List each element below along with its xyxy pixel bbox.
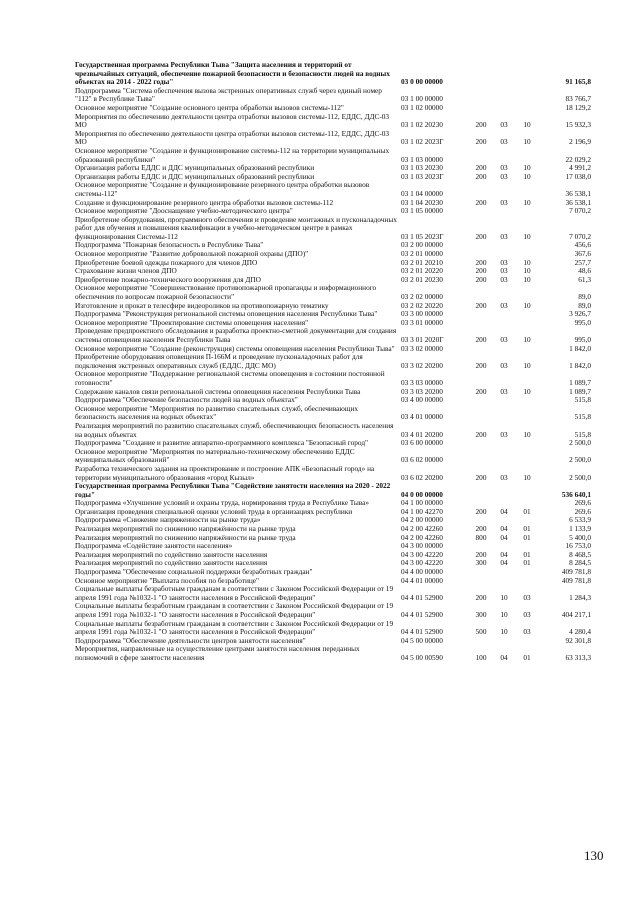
row-code: 04 2 00 00000 bbox=[401, 515, 443, 525]
row-amount: 3 926,7 bbox=[569, 309, 591, 319]
row-subsection: 10 bbox=[523, 197, 531, 207]
row-amount: 2 500,0 bbox=[569, 455, 591, 465]
row-amount: 7 070,2 bbox=[569, 206, 591, 216]
row-amount: 409 781,8 bbox=[561, 567, 591, 577]
row-code: 03 1 04 00000 bbox=[401, 188, 443, 198]
row-expense-type: 300 bbox=[475, 610, 487, 619]
row-amount: 61,3 bbox=[578, 274, 591, 284]
row-section bbox=[493, 310, 515, 319]
row-subsection bbox=[515, 207, 539, 216]
row-expense-type bbox=[469, 577, 493, 586]
row-expense-type: 200 bbox=[475, 120, 487, 130]
row-section bbox=[493, 104, 515, 113]
row-section: 03 bbox=[500, 335, 508, 344]
row-code: 04 1 00 00000 bbox=[401, 498, 443, 508]
row-name: Основное мероприятие "Выплата пособия по безработице" bbox=[75, 575, 260, 585]
row-section bbox=[493, 448, 515, 465]
row-expense-type: 200 bbox=[475, 300, 487, 310]
row-subsection: 10 bbox=[523, 335, 531, 344]
row-name: Основное мероприятие "Мероприятия по материально-техническому обеспечению ЕДДС муниципальных образований" bbox=[75, 446, 355, 465]
row-code: 03 1 00 00000 bbox=[401, 94, 443, 104]
row-amount: 89,0 bbox=[578, 292, 591, 302]
table-row bbox=[75, 602, 591, 619]
row-expense-type bbox=[469, 345, 493, 354]
row-section: 03 bbox=[500, 197, 508, 207]
row-code: 04 1 00 42270 bbox=[401, 506, 443, 516]
row-name: Основное мероприятие "Создание (реконструкция) системы оповещения населения Республики Тыва" bbox=[75, 343, 395, 353]
row-name: Приобретение оборудования, программного обеспечения и проведение монтажных и пусконаладочных работ для обучения и повышения квалификации в учебно-методическом центре в рамках функционирования Системы-112 bbox=[75, 214, 397, 241]
row-subsection: 01 bbox=[523, 506, 531, 516]
row-code: 03 3 01 2020Г bbox=[401, 335, 444, 344]
row-name: Реализация мероприятий по снижению напряжённости на рынке труда bbox=[75, 532, 296, 542]
row-amount: 269,6 bbox=[574, 498, 591, 508]
row-name: Подпрограмма "Обеспечение безопасности людей на водных объектах" bbox=[75, 395, 298, 405]
row-expense-type: 200 bbox=[475, 171, 487, 181]
row-section bbox=[493, 577, 515, 586]
row-section: 10 bbox=[500, 592, 508, 602]
row-amount: 409 781,8 bbox=[561, 575, 591, 585]
row-expense-type bbox=[469, 147, 493, 164]
row-section: 03 bbox=[500, 472, 508, 482]
row-code: 04 4 01 52900 bbox=[401, 592, 443, 602]
row-name: Социальные выплаты безработным гражданам в соответствии с Законом Российской Федерации от 19 апреля 1991 года №1032-1 "О занятости населения в Российской Федерации" bbox=[75, 584, 394, 602]
row-name: Основное мероприятие "Создание и функционирование резервного центра обработки вызовов системы-112" bbox=[75, 180, 370, 198]
row-amount: 515,8 bbox=[574, 395, 591, 405]
row-expense-type: 200 bbox=[475, 163, 487, 173]
row-name: Подпрограмма «Улучшение условий и охраны труда, нормирования труда в Республике Тыва» bbox=[75, 498, 370, 508]
row-section bbox=[493, 147, 515, 164]
row-code: 04 4 01 52900 bbox=[401, 627, 443, 637]
row-amount: 1 842,0 bbox=[569, 360, 591, 370]
row-name: Проведение предпроектного обследования и разработка проектно-сметной документации для создания системы оповещения населения Республики Тыва bbox=[75, 326, 397, 344]
row-subsection bbox=[515, 87, 539, 104]
row-name: Подпрограмма «Снижение напряженности на рынке труда» bbox=[75, 515, 261, 525]
row-subsection bbox=[515, 637, 539, 646]
row-code: 03 3 03 00000 bbox=[401, 377, 443, 387]
row-name: Основное мероприятие "Мероприятия по развитию спасательных служб, обеспечивающих безопасность населения на водных объектах" bbox=[75, 403, 359, 422]
page-number: 130 bbox=[584, 848, 604, 863]
table-row bbox=[75, 353, 591, 370]
row-amount: 8 284,5 bbox=[569, 558, 591, 568]
row-amount: 92 301,8 bbox=[565, 635, 591, 645]
row-amount: 36 538,1 bbox=[565, 197, 591, 207]
row-subsection: 10 bbox=[523, 429, 531, 439]
row-name: Подпрограмма "Обеспечение деятельности центров занятости населения" bbox=[75, 635, 306, 645]
row-name: Разработка технического задания на проектирование и построение АПК «Безопасный город» на территории муниципального образования «город Кызыл» bbox=[75, 463, 375, 482]
row-section bbox=[493, 345, 515, 354]
row-section bbox=[493, 482, 515, 499]
row-section bbox=[493, 207, 515, 216]
row-expense-type bbox=[469, 310, 493, 319]
row-subsection bbox=[515, 577, 539, 586]
row-section bbox=[493, 61, 515, 87]
row-code: 03 6 00 00000 bbox=[401, 438, 443, 448]
row-subsection bbox=[515, 405, 539, 422]
row-amount: 1 089,7 bbox=[569, 386, 591, 396]
row-code: 03 2 01 20210 bbox=[401, 257, 443, 267]
row-section bbox=[493, 396, 515, 405]
row-expense-type bbox=[469, 61, 493, 87]
row-name: Мероприятия по обеспечению деятельности центра отработки вызовов системы-112, ЕДДС, ДДС-03 МО bbox=[75, 128, 390, 147]
row-code: 03 1 02 20230 bbox=[401, 120, 443, 130]
row-subsection: 10 bbox=[523, 137, 531, 147]
row-amount: 2 500,0 bbox=[569, 472, 591, 482]
row-name: Основное мероприятие "Поддержание региональной системы оповещения в состоянии постоянной готовности" bbox=[75, 369, 385, 387]
row-name: Реализация мероприятий по содействию занятости населения bbox=[75, 549, 268, 559]
row-section: 10 bbox=[500, 610, 508, 619]
row-section bbox=[493, 568, 515, 577]
row-expense-type bbox=[469, 448, 493, 465]
row-code: 04 3 00 42220 bbox=[401, 549, 443, 559]
table-row bbox=[75, 113, 591, 130]
row-name: Подпрограмма «Содействие занятости населения» bbox=[75, 541, 233, 551]
row-section: 03 bbox=[500, 386, 508, 396]
row-subsection bbox=[515, 310, 539, 319]
row-section bbox=[493, 405, 515, 422]
row-section: 03 bbox=[500, 171, 508, 181]
row-code: 03 1 02 2023Г bbox=[401, 137, 444, 147]
row-subsection: 10 bbox=[523, 257, 531, 267]
row-expense-type: 200 bbox=[475, 386, 487, 396]
row-name: Основное мероприятие "Создание основного центра обработки вызовов системы-112" bbox=[75, 102, 344, 112]
row-subsection bbox=[515, 396, 539, 405]
row-code: 03 2 00 00000 bbox=[401, 240, 443, 250]
row-expense-type bbox=[469, 284, 493, 301]
row-code: 04 4 01 00000 bbox=[401, 575, 443, 585]
row-amount: 16 753,0 bbox=[565, 541, 591, 551]
row-expense-type bbox=[469, 396, 493, 405]
row-expense-type bbox=[469, 568, 493, 577]
row-code: 03 1 03 20230 bbox=[401, 163, 443, 173]
row-name: Организация работы ЕДДС и ДДС муниципальных образований республики bbox=[75, 163, 315, 173]
row-expense-type bbox=[469, 87, 493, 104]
row-amount: 36 538,1 bbox=[565, 188, 591, 198]
table-row bbox=[75, 327, 591, 344]
row-name: Приобретение оборудования оповещения П-166М и проведение пусконаладочных работ для подключения экстренных оперативных служб (ЕДДС, ДДС МО) bbox=[75, 352, 363, 370]
row-subsection bbox=[515, 319, 539, 328]
row-subsection: 10 bbox=[523, 300, 531, 310]
row-name: Мероприятия, направленные на осуществление центрами занятости населения переданных полномочий в сфере занятости населения bbox=[75, 644, 360, 662]
budget-table bbox=[75, 61, 591, 663]
row-expense-type: 200 bbox=[475, 429, 487, 439]
row-subsection bbox=[515, 568, 539, 577]
row-expense-type: 500 bbox=[475, 627, 487, 637]
row-amount: 1 089,7 bbox=[569, 377, 591, 387]
row-name: Организация проведения специальной оценки условий труда в организациях республики bbox=[75, 506, 353, 516]
row-code: 04 3 00 00000 bbox=[401, 541, 443, 551]
row-amount: 17 038,0 bbox=[565, 171, 591, 181]
row-expense-type: 200 bbox=[475, 592, 487, 602]
row-subsection: 01 bbox=[523, 532, 531, 542]
row-code: 03 3 02 20200 bbox=[401, 360, 443, 370]
row-subsection: 01 bbox=[523, 524, 531, 534]
table-row bbox=[75, 448, 591, 465]
row-amount: 48,6 bbox=[578, 266, 591, 276]
row-code: 03 0 00 00000 bbox=[401, 77, 443, 87]
row-section: 04 bbox=[500, 524, 508, 534]
row-code: 03 6 02 00000 bbox=[401, 455, 443, 465]
row-subsection: 10 bbox=[523, 472, 531, 482]
row-name: Основное мероприятие "Совершенствование противопожарной пропаганды и информационного обеспечения по вопросам пожарной безопасности" bbox=[75, 283, 377, 302]
row-code: 03 2 01 00000 bbox=[401, 249, 443, 259]
row-code: 03 3 00 00000 bbox=[401, 309, 443, 319]
table-row bbox=[75, 87, 591, 104]
row-subsection bbox=[515, 448, 539, 465]
row-expense-type bbox=[469, 241, 493, 250]
row-name: Реализация мероприятий по содействию занятости населения bbox=[75, 558, 268, 568]
row-amount: 4 991,2 bbox=[569, 163, 591, 173]
row-name: Социальные выплаты безработным гражданам в соответствии с Законом Российской Федерации от 19 апреля 1991 года №1032-1 "О занятости населения в Российской Федерации" bbox=[75, 618, 394, 637]
row-name: Подпрограмма "Создание и развитие аппаратно-программного комплекса "Безопасный город" bbox=[75, 438, 369, 448]
row-code: 03 1 04 20230 bbox=[401, 197, 443, 207]
row-expense-type bbox=[469, 405, 493, 422]
row-section bbox=[493, 181, 515, 198]
row-section bbox=[493, 87, 515, 104]
row-section: 03 bbox=[500, 257, 508, 267]
row-subsection: 03 bbox=[523, 592, 531, 602]
row-section: 03 bbox=[500, 231, 508, 241]
row-subsection bbox=[515, 284, 539, 301]
row-expense-type: 200 bbox=[475, 335, 487, 344]
row-expense-type: 200 bbox=[475, 231, 487, 241]
row-code: 04 2 00 42260 bbox=[401, 524, 443, 534]
row-expense-type: 200 bbox=[475, 137, 487, 147]
row-amount: 4 280,4 bbox=[569, 627, 591, 637]
row-expense-type: 200 bbox=[475, 524, 487, 534]
row-subsection bbox=[515, 181, 539, 198]
row-amount: 456,6 bbox=[574, 240, 591, 250]
row-name: Организация работы ЕДДС и ДДС муниципальных образований республики bbox=[75, 171, 315, 181]
row-expense-type bbox=[469, 439, 493, 448]
row-section: 03 bbox=[500, 429, 508, 439]
row-code: 03 1 05 00000 bbox=[401, 206, 443, 216]
row-name: Мероприятия по обеспечению деятельности центра отработки вызовов системы-112, ЕДДС, ДДС-03 МО bbox=[75, 111, 390, 130]
row-name: Приобретение боевой одежды пожарного для членов ДПО bbox=[75, 257, 258, 267]
table-row bbox=[75, 130, 591, 147]
table-row bbox=[75, 284, 591, 301]
row-name: Основное мероприятие "Развитие добровольной пожарной охраны (ДПО)" bbox=[75, 249, 309, 259]
row-subsection: 10 bbox=[523, 231, 531, 241]
row-expense-type: 800 bbox=[475, 532, 487, 542]
row-subsection: 10 bbox=[523, 266, 531, 276]
row-expense-type bbox=[469, 319, 493, 328]
row-section: 03 bbox=[500, 300, 508, 310]
row-name: Приобретение пожарно-технического вооружения для ДПО bbox=[75, 274, 261, 284]
table-row bbox=[75, 61, 591, 87]
row-expense-type: 200 bbox=[475, 197, 487, 207]
table-row bbox=[75, 645, 591, 662]
row-code: 03 2 02 00000 bbox=[401, 292, 443, 302]
row-amount: 91 165,8 bbox=[565, 77, 591, 87]
row-expense-type: 200 bbox=[475, 549, 487, 559]
row-subsection: 10 bbox=[523, 360, 531, 370]
row-subsection: 03 bbox=[523, 627, 531, 637]
row-subsection bbox=[515, 147, 539, 164]
row-expense-type: 300 bbox=[475, 558, 487, 568]
row-amount: 8 468,5 bbox=[569, 549, 591, 559]
row-section: 03 bbox=[500, 274, 508, 284]
row-amount: 2 196,9 bbox=[569, 137, 591, 147]
row-code: 03 2 01 20220 bbox=[401, 266, 443, 276]
row-section: 03 bbox=[500, 266, 508, 276]
row-amount: 1 284,3 bbox=[569, 592, 591, 602]
budget-table-body bbox=[75, 61, 591, 663]
row-expense-type bbox=[469, 637, 493, 646]
row-section: 04 bbox=[500, 652, 508, 662]
row-name: Социальные выплаты безработным гражданам в соответствии с Законом Российской Федерации от 19 апреля 1991 года №1032-1 "О занятости населения в Российской Федерации" bbox=[75, 601, 394, 619]
row-section bbox=[493, 241, 515, 250]
row-expense-type: 200 bbox=[475, 360, 487, 370]
row-code: 03 3 03 20200 bbox=[401, 386, 443, 396]
row-name: Изготовление и прокат в телесфире видеороликов на противопожарную тематику bbox=[75, 300, 329, 310]
row-name: Реализация мероприятий по развитию спасательных служб, обеспечивающих безопасность населения на водных объектах bbox=[75, 420, 394, 439]
row-expense-type: 200 bbox=[475, 257, 487, 267]
table-row bbox=[75, 181, 591, 198]
row-code: 03 2 01 20230 bbox=[401, 274, 443, 284]
row-section bbox=[493, 439, 515, 448]
row-amount: 257,7 bbox=[574, 257, 591, 267]
row-name: Основное мероприятие "Проектирование системы оповещения населения" bbox=[75, 317, 309, 327]
row-code: 04 5 00 00590 bbox=[401, 652, 443, 662]
row-section bbox=[493, 370, 515, 387]
row-code: 03 4 00 00000 bbox=[401, 395, 443, 405]
row-amount: 89,0 bbox=[578, 300, 591, 310]
row-amount: 83 766,7 bbox=[565, 94, 591, 104]
row-subsection bbox=[515, 61, 539, 87]
row-code: 03 3 02 00000 bbox=[401, 343, 443, 353]
row-code: 03 1 03 00000 bbox=[401, 154, 443, 164]
row-name: Страхование жизни членов ДПО bbox=[75, 266, 177, 276]
row-amount: 995,0 bbox=[574, 335, 591, 344]
row-amount: 404 217,1 bbox=[561, 610, 591, 619]
row-section: 04 bbox=[500, 558, 508, 568]
row-amount: 18 129,2 bbox=[565, 102, 591, 112]
row-subsection: 10 bbox=[523, 120, 531, 130]
row-subsection: 01 bbox=[523, 558, 531, 568]
table-row bbox=[75, 216, 591, 242]
row-amount: 269,6 bbox=[574, 506, 591, 516]
row-expense-type: 200 bbox=[475, 266, 487, 276]
row-section: 03 bbox=[500, 163, 508, 173]
row-amount: 63 313,3 bbox=[565, 652, 591, 662]
row-amount: 7 070,2 bbox=[569, 231, 591, 241]
row-name: Создание и функционирование резервного центра обработки вызовов системы-112 bbox=[75, 197, 334, 207]
row-name: Государственная программа Республики Тыва "Содействие занятости населения на 2020 - 2022 годы" bbox=[75, 481, 391, 499]
row-subsection: 10 bbox=[523, 386, 531, 396]
row-subsection: 10 bbox=[523, 171, 531, 181]
row-subsection bbox=[515, 345, 539, 354]
table-row bbox=[75, 620, 591, 637]
row-name: Государственная программа Республики Тыва "Защита населения и территорий от чрезвычайных ситуаций, обеспечение пожарной безопасности и безопасности людей на водных объектах на 2014 - 2022 годы" bbox=[75, 60, 390, 87]
row-section: 04 bbox=[500, 506, 508, 516]
row-name: Основное мероприятие "Создание и функционирование системы-112 на территории муниципальных образований республики" bbox=[75, 145, 390, 164]
table-row bbox=[75, 482, 591, 499]
row-amount: 515,8 bbox=[574, 429, 591, 439]
row-section: 03 bbox=[500, 137, 508, 147]
row-expense-type bbox=[469, 482, 493, 499]
row-name: Реализация мероприятий по снижению напряжённости на рынке труда bbox=[75, 524, 296, 534]
row-code: 03 3 01 00000 bbox=[401, 317, 443, 327]
row-section: 03 bbox=[500, 360, 508, 370]
row-code: 03 4 01 00000 bbox=[401, 412, 443, 422]
row-amount: 1 133,9 bbox=[569, 524, 591, 534]
row-subsection bbox=[515, 482, 539, 499]
row-amount: 515,8 bbox=[574, 412, 591, 422]
row-expense-type bbox=[469, 370, 493, 387]
row-amount: 15 932,3 bbox=[565, 120, 591, 130]
row-code: 04 3 00 42220 bbox=[401, 558, 443, 568]
table-row bbox=[75, 147, 591, 164]
row-subsection bbox=[515, 104, 539, 113]
row-code: 03 1 02 00000 bbox=[401, 102, 443, 112]
row-section bbox=[493, 637, 515, 646]
row-name: Подпрограмма "Реконструкция региональной системы оповещения населения Республики Тыва" bbox=[75, 309, 378, 319]
row-name: Подпрограмма "Система обеспечения вызова экстренных оперативных служб через единый номер "112" в Республике Тыва" bbox=[75, 85, 382, 104]
row-name: Подпрограмма "Обеспечение социальной поддержки безработных граждан" bbox=[75, 567, 313, 577]
row-subsection bbox=[515, 241, 539, 250]
row-expense-type bbox=[469, 207, 493, 216]
row-code: 03 1 03 2023Г bbox=[401, 171, 444, 181]
row-code: 03 2 02 20220 bbox=[401, 300, 443, 310]
table-row bbox=[75, 370, 591, 387]
row-name: Подпрограмма "Пожарная безопасность в Республике Тыва" bbox=[75, 240, 264, 250]
row-code: 03 6 02 20200 bbox=[401, 472, 443, 482]
row-section: 04 bbox=[500, 549, 508, 559]
row-amount: 5 400,0 bbox=[569, 532, 591, 542]
row-expense-type bbox=[469, 104, 493, 113]
row-amount: 1 842,0 bbox=[569, 343, 591, 353]
row-expense-type: 100 bbox=[475, 652, 487, 662]
row-subsection bbox=[515, 370, 539, 387]
table-row bbox=[75, 465, 591, 482]
row-code: 04 4 01 52900 bbox=[401, 610, 443, 619]
row-amount: 536 640,1 bbox=[561, 489, 591, 499]
row-code: 04 4 00 00000 bbox=[401, 567, 443, 577]
row-section: 10 bbox=[500, 627, 508, 637]
row-subsection: 03 bbox=[523, 610, 531, 619]
row-subsection: 01 bbox=[523, 549, 531, 559]
row-section: 03 bbox=[500, 120, 508, 130]
row-code: 03 4 01 20200 bbox=[401, 429, 443, 439]
row-amount: 995,0 bbox=[574, 317, 591, 327]
row-expense-type bbox=[469, 181, 493, 198]
row-name: Основное мероприятие "Дооснащение учебно-методического центра" bbox=[75, 206, 293, 216]
table-row bbox=[75, 422, 591, 439]
row-section bbox=[493, 319, 515, 328]
row-subsection: 10 bbox=[523, 274, 531, 284]
row-amount: 367,6 bbox=[574, 249, 591, 259]
row-code: 03 1 05 2023Г bbox=[401, 231, 444, 241]
row-expense-type: 200 bbox=[475, 506, 487, 516]
table-row bbox=[75, 585, 591, 602]
row-section bbox=[493, 284, 515, 301]
row-amount: 2 500,0 bbox=[569, 438, 591, 448]
row-expense-type: 200 bbox=[475, 472, 487, 482]
row-subsection: 01 bbox=[523, 652, 531, 662]
row-code: 04 2 00 42260 bbox=[401, 532, 443, 542]
row-amount: 22 029,2 bbox=[565, 154, 591, 164]
row-subsection: 10 bbox=[523, 163, 531, 173]
row-name: Содержание каналов связи региональной системы оповещения населения Республики Тыва bbox=[75, 386, 361, 396]
table-row bbox=[75, 405, 591, 422]
row-code: 04 5 00 00000 bbox=[401, 635, 443, 645]
row-section: 04 bbox=[500, 532, 508, 542]
row-subsection bbox=[515, 439, 539, 448]
row-amount: 6 533,9 bbox=[569, 515, 591, 525]
row-expense-type: 200 bbox=[475, 274, 487, 284]
row-code: 04 0 00 00000 bbox=[401, 489, 443, 499]
